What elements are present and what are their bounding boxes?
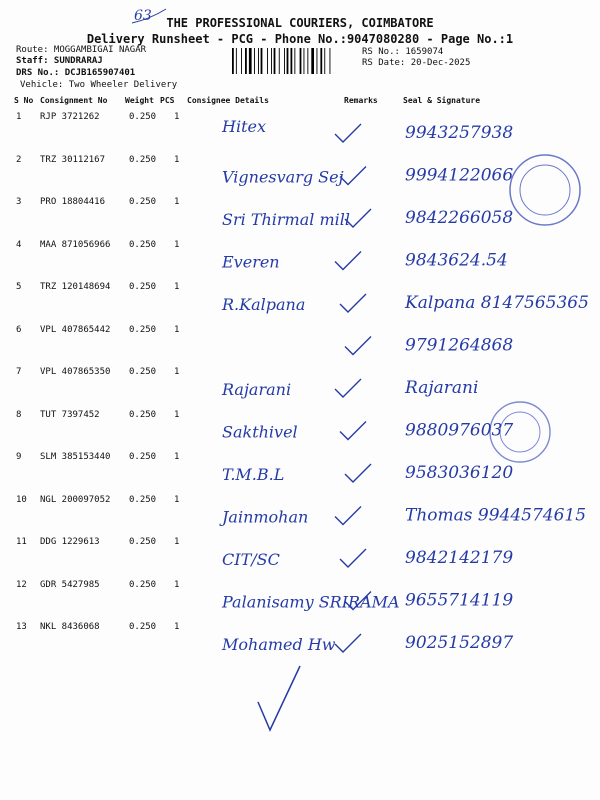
col-remarks: Remarks bbox=[344, 96, 378, 105]
handwritten-signature: Rajarani bbox=[405, 378, 479, 398]
handwritten-consignee-name: T.M.B.L bbox=[222, 465, 285, 484]
row-pcs: 1 bbox=[174, 197, 180, 207]
handwritten-consignee-name: Vignesvarg Sej bbox=[222, 167, 344, 187]
row-consignment: TUT 7397452 bbox=[40, 409, 100, 420]
row-consignment: TRZ 30112167 bbox=[40, 154, 106, 165]
handwritten-signature: 9025152897 bbox=[405, 633, 514, 653]
col-consignment: Consignment No bbox=[40, 96, 108, 105]
row-weight: 0.250 bbox=[129, 579, 157, 590]
drs-label: DRS No.: DCJB165907401 bbox=[16, 68, 136, 78]
handwritten-signature: 9843624.54 bbox=[405, 250, 508, 271]
row-sno: 12 bbox=[16, 579, 27, 590]
rs-number: RS No.: 1659074 bbox=[362, 47, 444, 57]
table-row bbox=[0, 495, 600, 537]
handwritten-consignee-name: Palanisamy SRIRAMA bbox=[222, 592, 400, 612]
row-weight: 0.250 bbox=[129, 197, 157, 207]
handwritten-signature: 9842142179 bbox=[405, 548, 514, 568]
col-pcs: PCS bbox=[160, 96, 175, 105]
rs-date: RS Date: 20-Dec-2025 bbox=[362, 58, 471, 68]
table-row bbox=[0, 537, 600, 579]
row-weight: 0.250 bbox=[129, 239, 157, 250]
handwritten-signature: 9943257938 bbox=[405, 123, 514, 143]
row-pcs: 1 bbox=[174, 112, 180, 122]
svg-text:63: 63 bbox=[134, 8, 152, 24]
runsheet-subtitle: Delivery Runsheet - PCG - Phone No.:9047080280 - Page No.:1 bbox=[86, 32, 514, 46]
handwritten-signature: 9994122066 bbox=[405, 165, 514, 186]
table-row bbox=[0, 367, 600, 409]
row-consignment: VPL 407865350 bbox=[40, 367, 111, 377]
row-pcs: 1 bbox=[174, 239, 180, 250]
row-sno: 5 bbox=[16, 282, 22, 292]
table-row bbox=[0, 240, 600, 282]
row-consignment: RJP 3721262 bbox=[40, 112, 100, 122]
row-sno: 13 bbox=[16, 622, 27, 632]
row-consignment: DDG 1229613 bbox=[40, 537, 100, 547]
row-consignment: PRO 18804416 bbox=[40, 197, 106, 207]
row-sno: 6 bbox=[16, 324, 22, 335]
table-row bbox=[0, 112, 600, 154]
row-sno: 10 bbox=[16, 494, 27, 505]
row-sno: 1 bbox=[16, 112, 22, 122]
row-sno: 4 bbox=[16, 239, 22, 250]
col-weight: Weight bbox=[125, 96, 154, 105]
handwritten-signature: 9791264868 bbox=[405, 335, 514, 356]
row-weight: 0.250 bbox=[129, 367, 157, 377]
table-row bbox=[0, 197, 600, 239]
route-label: Route: MOGGAMBIGAI NAGAR bbox=[16, 45, 147, 55]
row-sno: 9 bbox=[16, 452, 22, 462]
col-consignee: Consignee Details bbox=[187, 96, 269, 105]
row-pcs: 1 bbox=[174, 494, 180, 505]
barcode bbox=[232, 48, 356, 74]
handwritten-signature: 9583036120 bbox=[405, 463, 514, 483]
handwritten-consignee-name: CIT/SC bbox=[222, 550, 280, 569]
row-sno: 11 bbox=[16, 537, 27, 547]
row-consignment: NKL 8436068 bbox=[40, 622, 100, 632]
row-sno: 8 bbox=[16, 409, 22, 420]
col-seal: Seal & Signature bbox=[403, 96, 481, 105]
handwritten-signature: Kalpana 8147565365 bbox=[405, 293, 589, 313]
row-weight: 0.250 bbox=[129, 409, 157, 420]
row-weight: 0.250 bbox=[129, 622, 157, 632]
handwritten-signature: Thomas 9944574615 bbox=[405, 505, 587, 526]
row-sno: 7 bbox=[16, 367, 22, 377]
runsheet-title: THE PROFESSIONAL COURIERS, COIMBATORE bbox=[166, 16, 434, 30]
handwritten-consignee-name: Sakthivel bbox=[222, 422, 298, 442]
bottom-tick-mark bbox=[258, 666, 300, 730]
row-pcs: 1 bbox=[174, 622, 180, 632]
row-consignment: GDR 5427985 bbox=[40, 579, 100, 590]
staff-label: Staff: SUNDRARAJ bbox=[16, 56, 103, 66]
row-consignment: NGL 200097052 bbox=[40, 494, 111, 505]
row-sno: 2 bbox=[16, 154, 22, 165]
table-row bbox=[0, 155, 600, 197]
row-consignment: TRZ 120148694 bbox=[40, 282, 111, 292]
table-row bbox=[0, 325, 600, 367]
handwritten-consignee-name: Rajarani bbox=[222, 380, 292, 399]
row-pcs: 1 bbox=[174, 409, 180, 420]
handwritten-signature: 9880976037 bbox=[405, 420, 514, 441]
vehicle-label: Vehicle: Two Wheeler Delivery bbox=[20, 80, 178, 90]
handwritten-signature: 9842266058 bbox=[405, 208, 514, 228]
handwritten-consignee-name: Hitex bbox=[222, 117, 266, 136]
table-row bbox=[0, 452, 600, 494]
row-pcs: 1 bbox=[174, 367, 180, 377]
handwritten-consignee-name: Jainmohan bbox=[222, 507, 309, 527]
row-pcs: 1 bbox=[174, 537, 180, 547]
row-weight: 0.250 bbox=[129, 537, 157, 547]
row-pcs: 1 bbox=[174, 579, 180, 590]
row-sno: 3 bbox=[16, 197, 22, 207]
row-pcs: 1 bbox=[174, 282, 180, 292]
col-sno: S No bbox=[14, 96, 34, 105]
row-weight: 0.250 bbox=[129, 452, 157, 462]
table-row bbox=[0, 410, 600, 452]
row-pcs: 1 bbox=[174, 154, 180, 165]
row-consignment: MAA 871056966 bbox=[40, 239, 111, 250]
row-weight: 0.250 bbox=[129, 282, 157, 292]
row-weight: 0.250 bbox=[129, 324, 157, 335]
table-row bbox=[0, 580, 600, 622]
handwritten-signature: 9655714119 bbox=[405, 590, 514, 611]
table-row bbox=[0, 622, 600, 664]
row-pcs: 1 bbox=[174, 452, 180, 462]
row-weight: 0.250 bbox=[129, 112, 157, 122]
row-weight: 0.250 bbox=[129, 154, 157, 165]
handwritten-consignee-name: Everen bbox=[222, 252, 280, 272]
handwritten-consignee-name: Mohamed Hw bbox=[222, 635, 336, 654]
table-row bbox=[0, 282, 600, 324]
handwritten-consignee-name: Sri Thirmal mill bbox=[222, 210, 350, 229]
row-consignment: SLM 385153440 bbox=[40, 452, 111, 462]
row-pcs: 1 bbox=[174, 324, 180, 335]
row-weight: 0.250 bbox=[129, 494, 157, 505]
row-consignment: VPL 407865442 bbox=[40, 324, 111, 335]
handwritten-consignee-name: R.Kalpana bbox=[222, 295, 306, 314]
